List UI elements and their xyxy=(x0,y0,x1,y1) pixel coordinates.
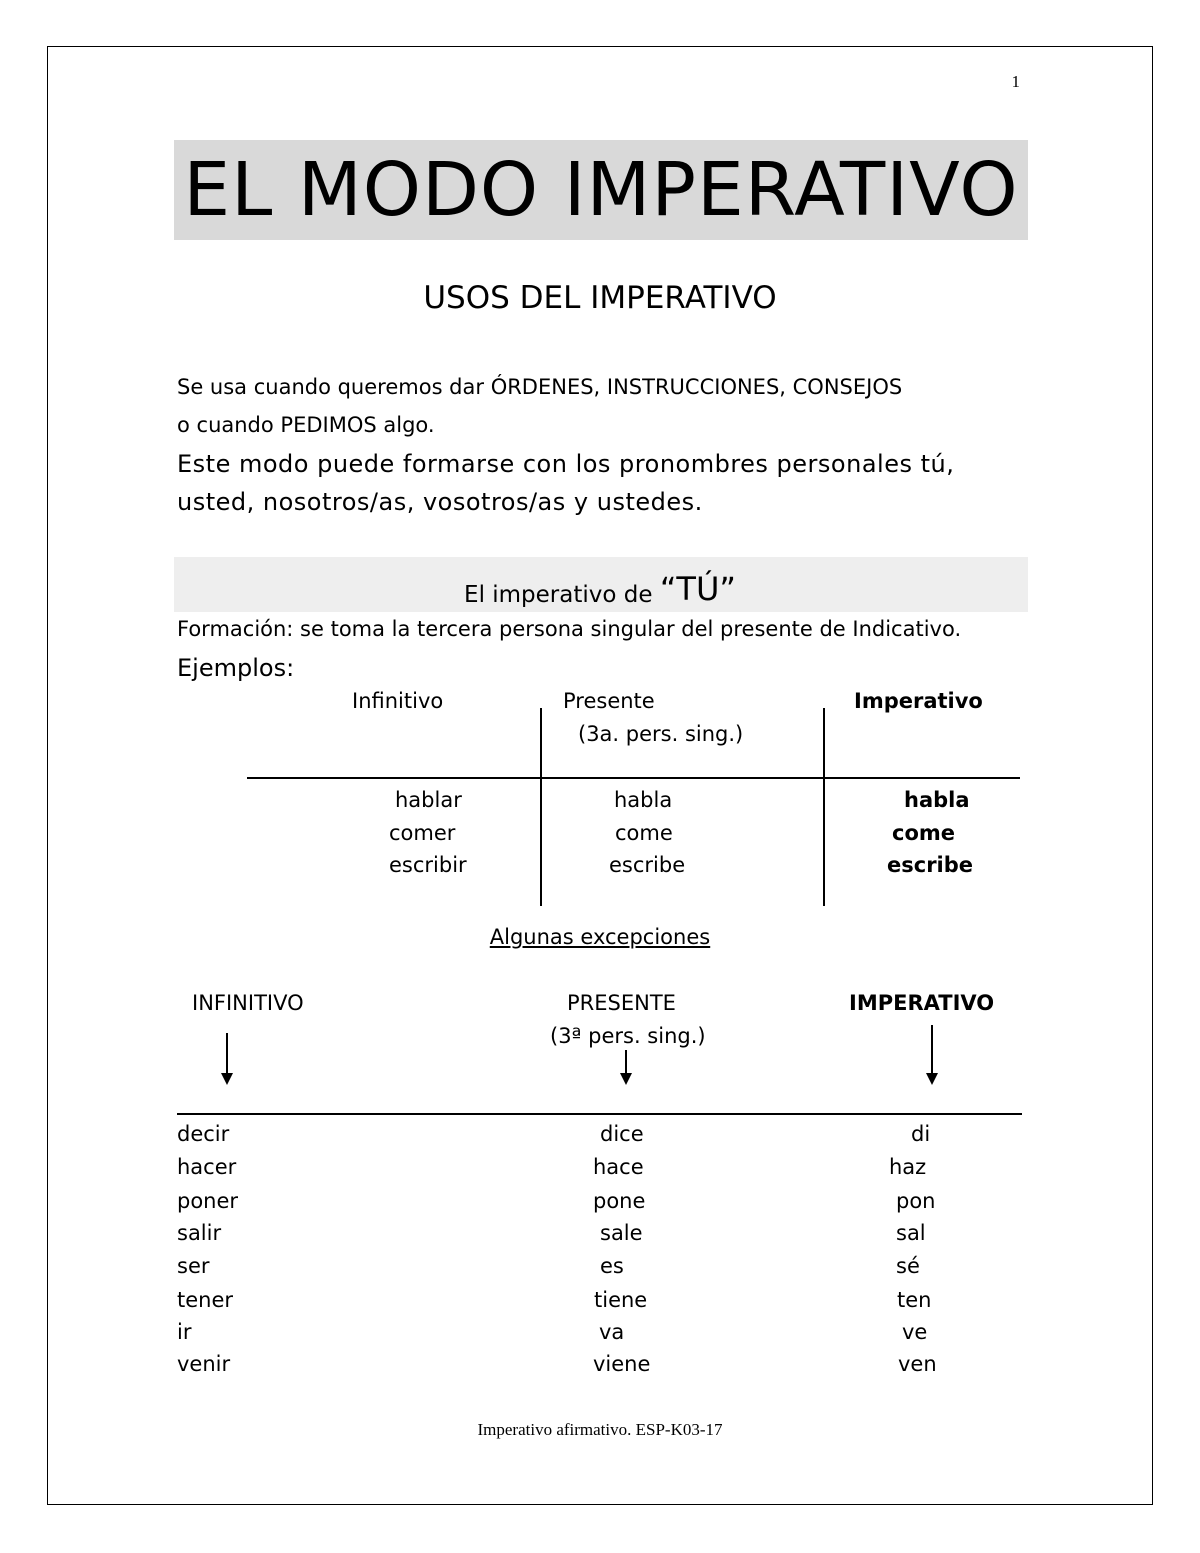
ejemplos-label: Ejemplos: xyxy=(177,654,295,682)
excep-infinitivo: salir xyxy=(177,1221,222,1245)
excep-presente: es xyxy=(600,1254,624,1278)
excep-header-presente: PRESENTE xyxy=(567,991,676,1015)
excep-infinitivo: ser xyxy=(177,1254,210,1278)
excep-presente: viene xyxy=(593,1352,651,1376)
page-number: 1 xyxy=(1011,72,1020,91)
excep-infinitivo: tener xyxy=(177,1288,234,1312)
page-title: EL MODO IMPERATIVO xyxy=(183,147,1019,233)
excep-header-rule xyxy=(177,1113,1022,1115)
excep-header-infinitivo: INFINITIVO xyxy=(192,991,304,1015)
down-arrow-icon xyxy=(226,1033,228,1083)
excep-imperativo: haz xyxy=(889,1155,927,1179)
down-arrow-icon xyxy=(931,1025,933,1083)
excep-imperativo: di xyxy=(911,1122,931,1146)
table-header-rule xyxy=(247,777,1020,779)
example-presente: habla xyxy=(614,788,673,812)
excep-infinitivo: venir xyxy=(177,1352,231,1376)
example-infinitivo: escribir xyxy=(389,853,467,877)
example-imperativo: come xyxy=(892,821,955,845)
excep-infinitivo: hacer xyxy=(177,1155,237,1179)
excep-infinitivo: poner xyxy=(177,1189,239,1213)
excep-presente: va xyxy=(599,1320,625,1344)
example-presente: escribe xyxy=(609,853,686,877)
excep-presente: sale xyxy=(600,1221,643,1245)
col-header-presente-note: (3a. pers. sing.) xyxy=(578,722,744,746)
table-divider-1 xyxy=(540,708,542,906)
example-presente: come xyxy=(615,821,673,845)
intro-line-1: Se usa cuando queremos dar ÓRDENES, INSTRUCCIONES, CONSEJOS xyxy=(177,375,903,399)
intro-line-2: o cuando PEDIMOS algo. xyxy=(177,413,435,437)
tu-section-heading xyxy=(0,570,1200,608)
excep-presente: tiene xyxy=(594,1288,648,1312)
example-imperativo: escribe xyxy=(887,853,974,877)
col-header-infinitivo: Infinitivo xyxy=(352,689,444,713)
intro-line-4: usted, nosotros/as, vosotros/as y ustedes. xyxy=(177,488,703,516)
excep-presente: pone xyxy=(593,1189,646,1213)
excep-infinitivo: decir xyxy=(177,1122,230,1146)
tu-heading-emphasis: “TÚ” xyxy=(659,570,736,608)
page-border xyxy=(47,46,1153,1505)
col-header-presente: Presente xyxy=(563,689,655,713)
excep-imperativo: pon xyxy=(896,1189,936,1213)
excep-presente: dice xyxy=(600,1122,644,1146)
excep-infinitivo: ir xyxy=(177,1320,192,1344)
example-infinitivo: comer xyxy=(389,821,456,845)
excep-header-imperativo: IMPERATIVO xyxy=(849,991,995,1015)
formacion-text: Formación: se toma la tercera persona singular del presente de Indicativo. xyxy=(177,617,962,641)
excep-presente: hace xyxy=(593,1155,644,1179)
tu-heading-prefix: El imperativo de xyxy=(464,582,653,608)
excep-imperativo: ven xyxy=(898,1352,937,1376)
table-divider-2 xyxy=(823,708,825,906)
excep-imperativo: ve xyxy=(902,1320,928,1344)
down-arrow-icon xyxy=(625,1050,627,1083)
col-header-imperativo: Imperativo xyxy=(854,689,983,713)
title-banner xyxy=(174,140,1028,240)
excepciones-heading: Algunas excepciones xyxy=(489,925,711,949)
example-infinitivo: hablar xyxy=(395,788,462,812)
excep-imperativo: sal xyxy=(896,1221,926,1245)
page-footer: Imperativo afirmativo. ESP-K03-17 xyxy=(477,1420,723,1439)
example-imperativo: habla xyxy=(904,788,970,812)
intro-line-3: Este modo puede formarse con los pronombres personales tú, xyxy=(177,450,955,478)
excep-imperativo: sé xyxy=(896,1254,920,1278)
excep-imperativo: ten xyxy=(897,1288,932,1312)
excep-header-presente-note: (3ª pers. sing.) xyxy=(550,1024,706,1048)
subtitle: USOS DEL IMPERATIVO xyxy=(423,280,777,316)
